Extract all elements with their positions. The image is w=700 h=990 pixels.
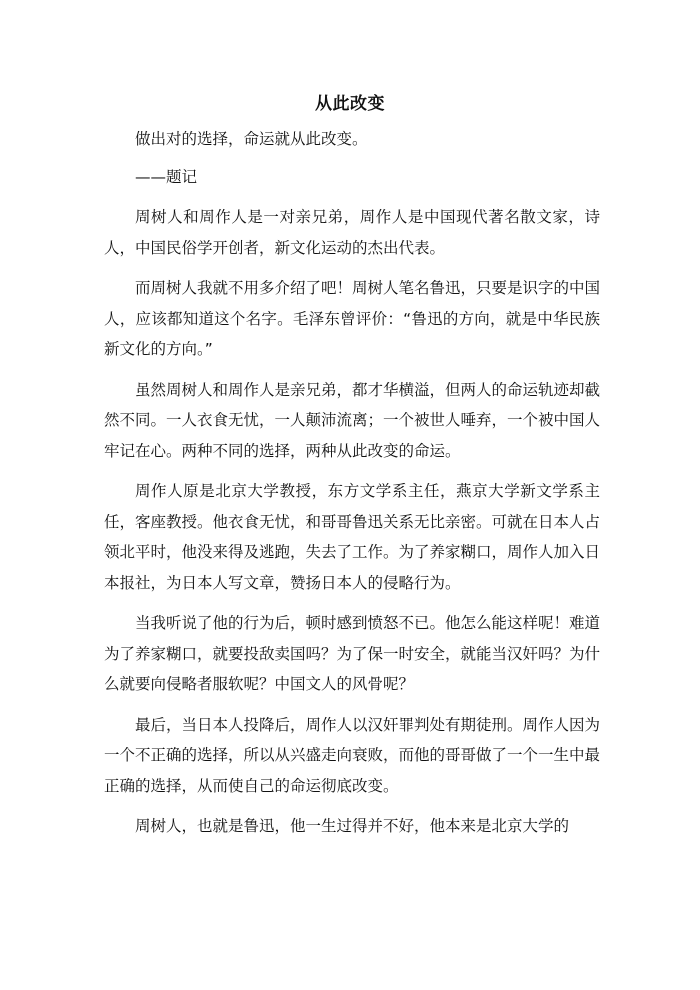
paragraph-1: 周树人和周作人是一对亲兄弟，周作人是中国现代著名散文家，诗人，中国民俗学开创者，新文化运动的杰出代表。 <box>104 208 600 257</box>
paragraph-5: 当我听说了他的行为后，顿时感到愤怒不已。他怎么能这样呢！难道为了养家糊口，就要投敌卖国吗？为了保一时安全，就能当汉奸吗？为什么就要向侵略者服软呢？中国文人的风骨呢？ <box>104 614 601 693</box>
page-title: 从此改变 <box>315 94 385 114</box>
paragraph-4: 周作人原是北京大学教授，东方文学系主任，燕京大学新文学系主任，客座教授。他衣食无忧，和哥哥鲁迅关系无比亲密。可就在日本人占领北平时，他没来得及逃跑，失去了工作。为了养家糊口，周作人加入日本报社，为日本人写文章，赞扬日本人的侵略行为。 <box>104 482 601 592</box>
epigraph-signature: ——题记 <box>135 167 198 186</box>
paragraph-6: 最后，当日本人投降后，周作人以汉奸罪判处有期徒刑。周作人因为一个不正确的选择，所以从兴盛走向衰败，而他的哥哥做了一个一生中最正确的选择，从而使自己的命运彻底改变。 <box>104 715 601 795</box>
paragraph-3: 虽然周树人和周作人是亲兄弟，都才华横溢，但两人的命运轨迹却截然不同。一人衣食无忧，一人颠沛流离；一个被世人唾弃，一个被中国人牢记在心。两种不同的选择，两种从此改变的命运。 <box>104 380 601 460</box>
epigraph: 做出对的选择，命运就从此改变。 <box>135 130 368 148</box>
paragraph-7: 周树人，也就是鲁迅，他一生过得并不好，他本来是北京大学的 <box>135 817 570 835</box>
paragraph-2: 而周树人我就不用多介绍了吧！周树人笔名鲁迅，只要是识字的中国人，应该都知道这个名字。毛泽东曾评价：“鲁迅的方向，就是中华民族新文化的方向。” <box>104 279 601 358</box>
article-body <box>104 124 600 842</box>
